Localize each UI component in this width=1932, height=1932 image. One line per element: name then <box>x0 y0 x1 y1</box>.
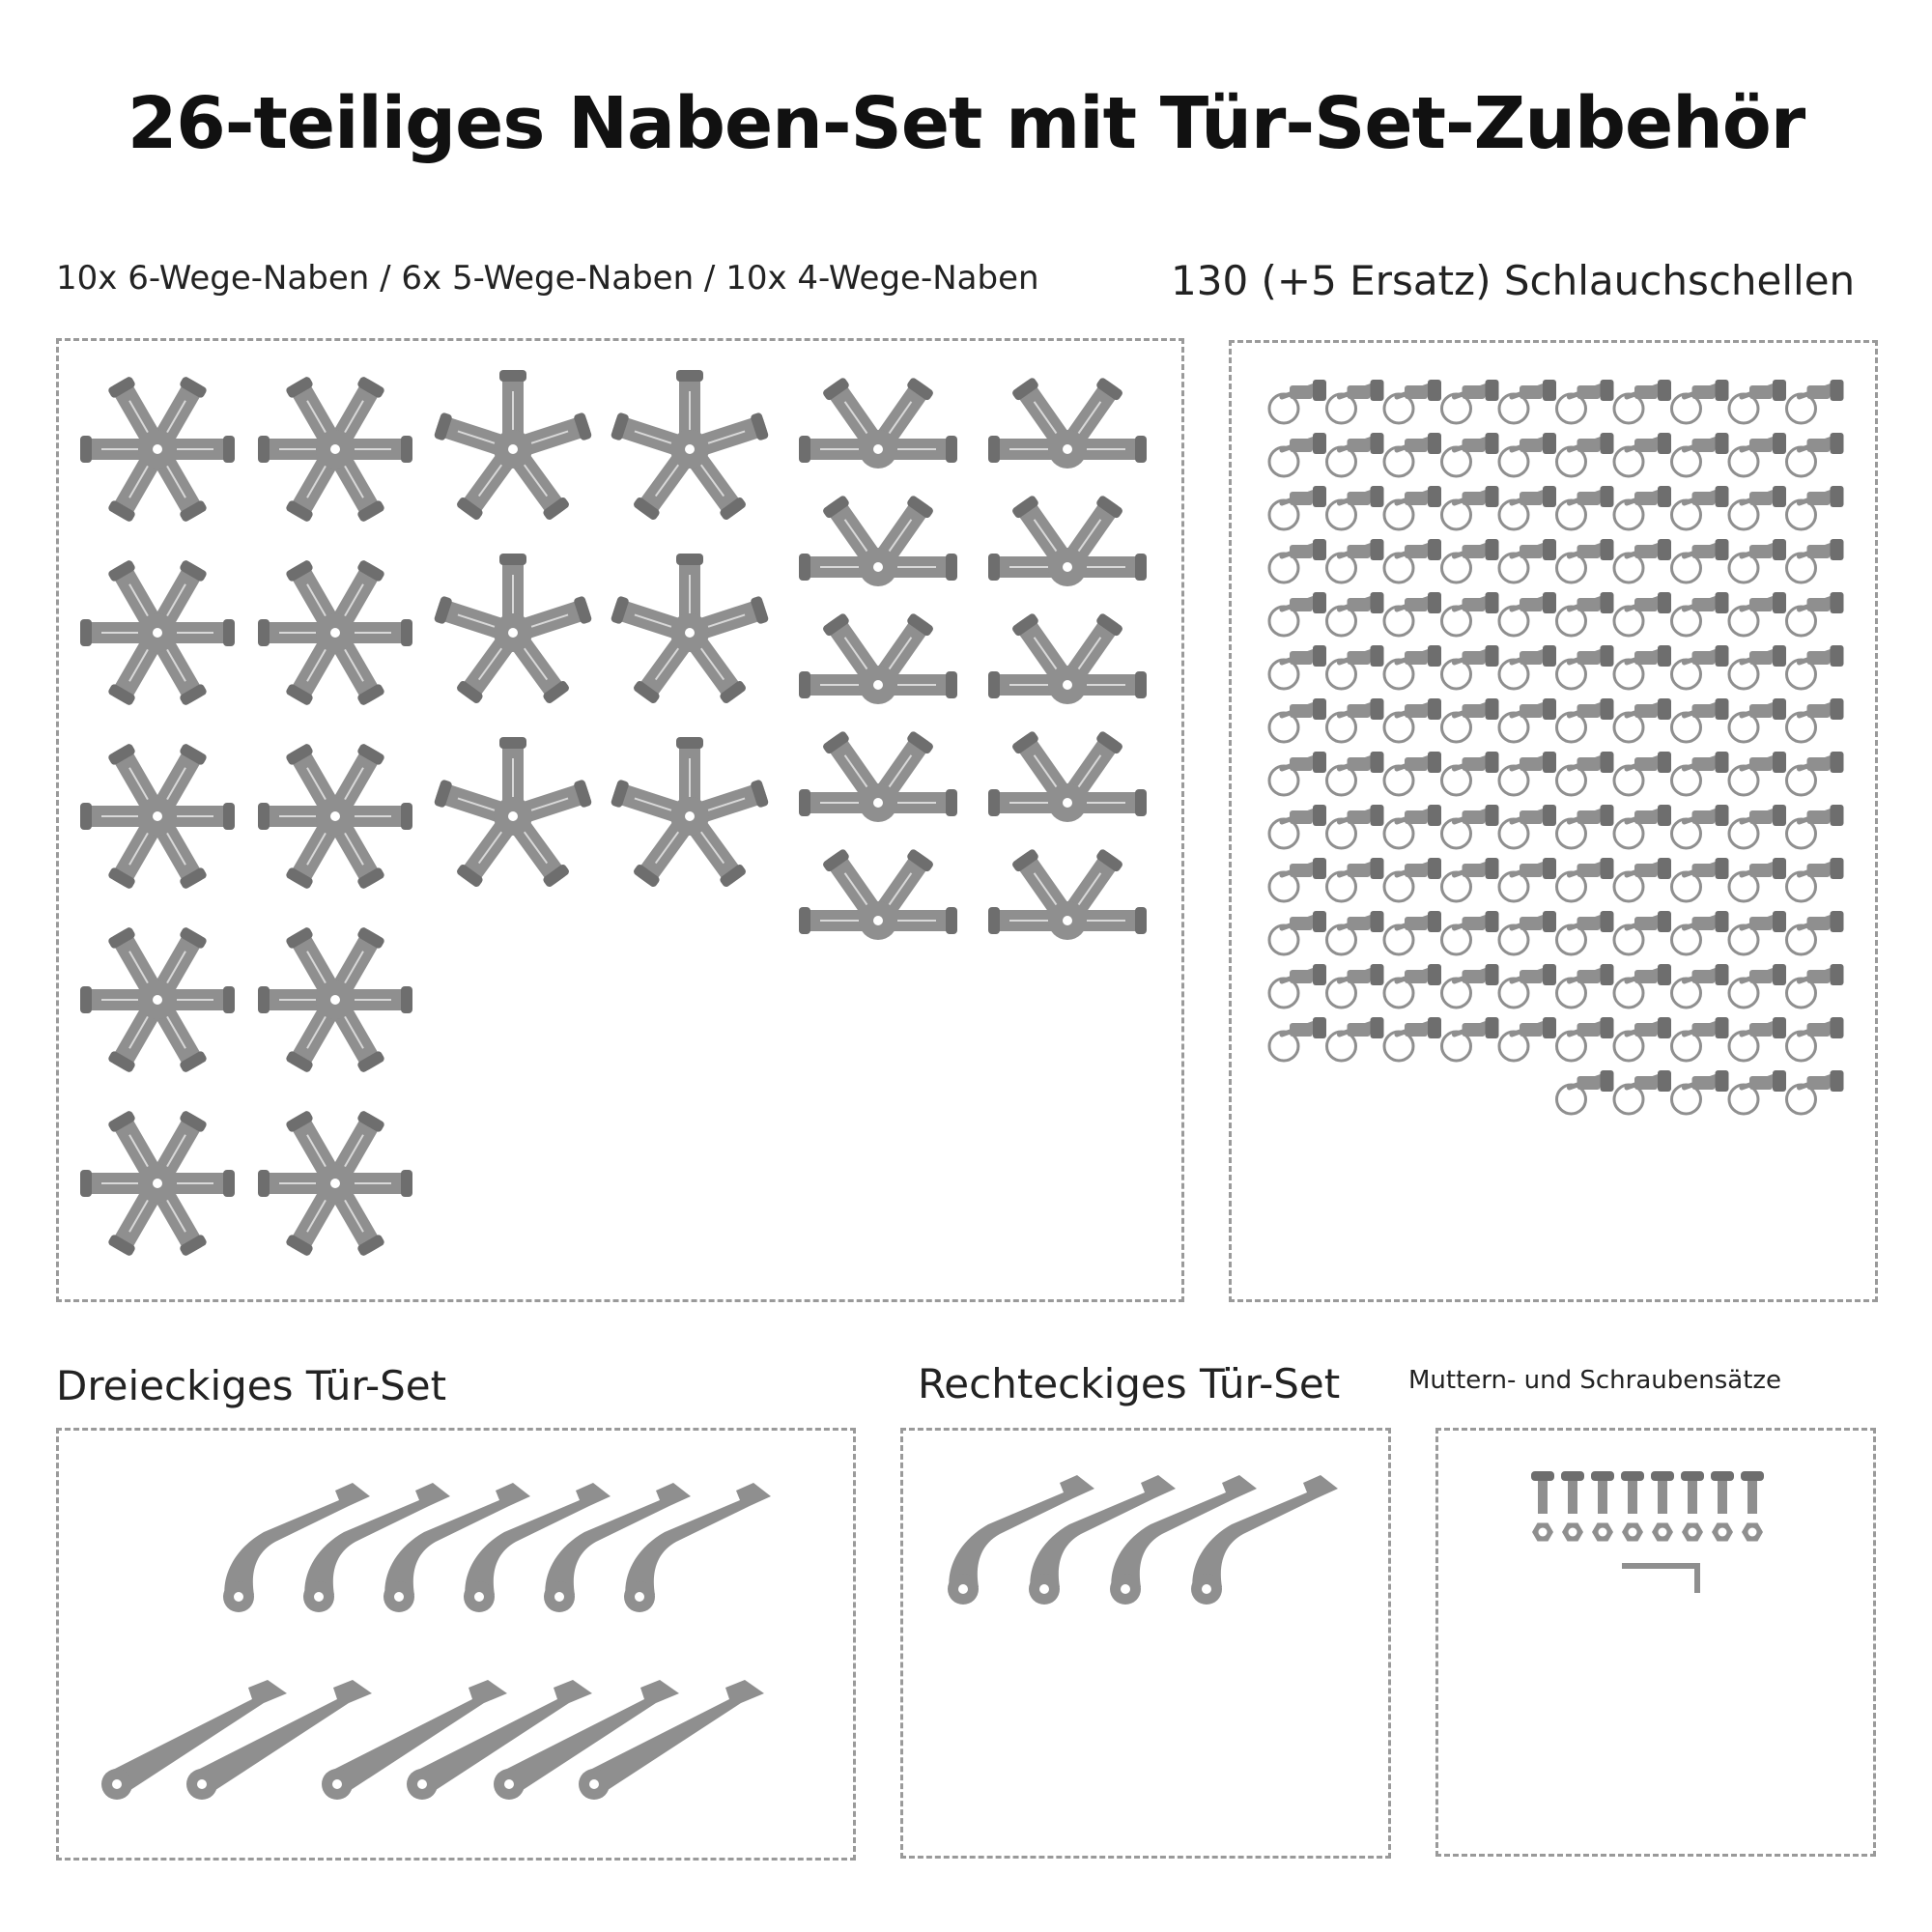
bolt-icon <box>1531 1471 1554 1514</box>
door-bracket-icon <box>1191 1475 1338 1605</box>
hose-clamp-icon <box>1384 539 1441 582</box>
clamps-panel <box>1229 340 1878 1302</box>
hose-clamp-icon <box>1499 1017 1556 1061</box>
door-bracket-icon <box>464 1483 611 1612</box>
hose-clamp-icon <box>1327 539 1384 582</box>
hose-clamp-icon <box>1499 380 1556 423</box>
rect-door-panel <box>900 1428 1391 1859</box>
hose-clamp-icon <box>1384 698 1441 742</box>
hose-clamp-icon <box>1672 539 1729 582</box>
four-way-hub-icon <box>988 612 1147 704</box>
hose-clamp-icon <box>1269 805 1326 848</box>
hose-clamp-icon <box>1672 486 1729 529</box>
hose-clamp-icon <box>1327 433 1384 476</box>
hose-clamp-icon <box>1384 805 1441 848</box>
hose-clamp-icon <box>1787 433 1844 476</box>
four-way-hub-icon <box>799 612 957 704</box>
hose-clamp-icon <box>1729 805 1786 848</box>
hose-clamp-icon <box>1384 911 1441 954</box>
hose-clamp-icon <box>1327 805 1384 848</box>
hose-clamp-icon <box>1672 698 1729 742</box>
rect-door-label: Rechteckiges Tür-Set <box>918 1360 1341 1407</box>
hose-clamp-icon <box>1269 858 1326 901</box>
five-way-hub-icon <box>434 554 593 705</box>
four-way-hub-icon <box>988 495 1147 586</box>
hose-clamp-icon <box>1729 539 1786 582</box>
hose-clamp-icon <box>1614 752 1671 795</box>
nuts-bolts-label: Muttern- und Schraubensätze <box>1408 1366 1782 1395</box>
door-bracket-icon <box>544 1483 691 1612</box>
hose-clamp-icon <box>1787 645 1844 689</box>
hose-clamp-icon <box>1557 1017 1614 1061</box>
bolt-icon <box>1711 1471 1734 1514</box>
hose-clamp-icon <box>1269 645 1326 689</box>
six-way-hub-icon <box>258 1110 412 1258</box>
six-way-hub-icon <box>258 926 412 1074</box>
hose-clamp-icon <box>1269 380 1326 423</box>
hose-clamp-icon <box>1327 592 1384 636</box>
hose-clamp-icon <box>1729 645 1786 689</box>
hose-clamp-icon <box>1442 380 1499 423</box>
hose-clamp-icon <box>1672 645 1729 689</box>
hose-clamp-icon <box>1269 1017 1326 1061</box>
hose-clamp-icon <box>1327 1017 1384 1061</box>
hose-clamp-icon <box>1269 911 1326 954</box>
hose-clamp-icon <box>1729 1070 1786 1114</box>
six-way-hub-icon <box>80 743 235 891</box>
hose-clamp-icon <box>1442 539 1499 582</box>
hose-clamp-icon <box>1327 911 1384 954</box>
hose-clamp-icon <box>1327 964 1384 1008</box>
hose-clamp-icon <box>1729 1017 1786 1061</box>
bolt-icon <box>1741 1471 1764 1514</box>
hubs-illustration <box>59 341 1181 1299</box>
hose-clamp-icon <box>1442 433 1499 476</box>
hose-clamp-icon <box>1787 539 1844 582</box>
hose-clamp-icon <box>1499 858 1556 901</box>
nut-icon <box>1682 1523 1703 1542</box>
rect-door-illustration <box>903 1431 1388 1856</box>
hose-clamp-icon <box>1787 486 1844 529</box>
hose-clamp-icon <box>1672 964 1729 1008</box>
hose-clamp-icon <box>1672 858 1729 901</box>
hose-clamp-icon <box>1557 858 1614 901</box>
hose-clamp-icon <box>1269 433 1326 476</box>
hubs-label: 10x 6-Wege-Naben / 6x 5-Wege-Naben / 10x 4-Wege-Naben <box>56 259 1039 298</box>
hose-clamp-icon <box>1729 592 1786 636</box>
hose-clamp-icon <box>1787 592 1844 636</box>
five-way-hub-icon <box>434 737 593 889</box>
hose-clamp-icon <box>1787 1070 1844 1114</box>
hose-clamp-icon <box>1384 592 1441 636</box>
hose-clamp-icon <box>1442 964 1499 1008</box>
hose-clamp-icon <box>1614 858 1671 901</box>
four-way-hub-icon <box>799 730 957 822</box>
hose-clamp-icon <box>1557 380 1614 423</box>
nut-icon <box>1742 1523 1763 1542</box>
hose-clamp-icon <box>1442 911 1499 954</box>
hose-clamp-icon <box>1672 1017 1729 1061</box>
four-way-hub-icon <box>988 730 1147 822</box>
six-way-hub-icon <box>80 926 235 1074</box>
hose-clamp-icon <box>1442 698 1499 742</box>
hose-clamp-icon <box>1614 486 1671 529</box>
five-way-hub-icon <box>611 737 770 889</box>
hose-clamp-icon <box>1269 698 1326 742</box>
hose-clamp-icon <box>1327 858 1384 901</box>
hose-clamp-icon <box>1499 592 1556 636</box>
hose-clamp-icon <box>1672 752 1729 795</box>
hose-clamp-icon <box>1557 911 1614 954</box>
hose-clamp-icon <box>1442 752 1499 795</box>
six-way-hub-icon <box>258 559 412 707</box>
five-way-hub-icon <box>434 370 593 522</box>
four-way-hub-icon <box>988 377 1147 469</box>
hose-clamp-icon <box>1499 486 1556 529</box>
hose-clamp-icon <box>1557 698 1614 742</box>
bolt-icon <box>1681 1471 1704 1514</box>
nuts-bolts-panel <box>1435 1428 1876 1857</box>
hose-clamp-icon <box>1614 911 1671 954</box>
clamps-label: 130 (+5 Ersatz) Schlauchschellen <box>1171 257 1856 304</box>
triangle-door-panel <box>56 1428 856 1861</box>
triangle-door-label: Dreieckiges Tür-Set <box>56 1362 447 1409</box>
hose-clamp-icon <box>1729 698 1786 742</box>
hose-clamp-icon <box>1557 592 1614 636</box>
hose-clamp-icon <box>1787 805 1844 848</box>
hose-clamp-icon <box>1614 645 1671 689</box>
hose-clamp-icon <box>1384 645 1441 689</box>
hose-clamp-icon <box>1614 1017 1671 1061</box>
hose-clamp-icon <box>1729 911 1786 954</box>
hose-clamp-icon <box>1499 805 1556 848</box>
hose-clamp-icon <box>1787 858 1844 901</box>
nut-icon <box>1562 1523 1583 1542</box>
hose-clamp-icon <box>1787 1017 1844 1061</box>
hose-clamp-icon <box>1327 752 1384 795</box>
hose-clamp-icon <box>1787 964 1844 1008</box>
five-way-hub-icon <box>611 370 770 522</box>
door-bracket-icon <box>579 1680 764 1800</box>
four-way-hub-icon <box>799 377 957 469</box>
hose-clamp-icon <box>1787 911 1844 954</box>
hose-clamp-icon <box>1442 1017 1499 1061</box>
hose-clamp-icon <box>1442 645 1499 689</box>
hose-clamp-icon <box>1384 380 1441 423</box>
door-bracket-icon <box>223 1483 370 1612</box>
six-way-hub-icon <box>80 1110 235 1258</box>
hose-clamp-icon <box>1729 380 1786 423</box>
six-way-hub-icon <box>80 559 235 707</box>
hose-clamp-icon <box>1442 592 1499 636</box>
hose-clamp-icon <box>1672 592 1729 636</box>
hose-clamp-icon <box>1614 805 1671 848</box>
hose-clamp-icon <box>1729 433 1786 476</box>
five-way-hub-icon <box>611 554 770 705</box>
hose-clamp-icon <box>1269 539 1326 582</box>
hose-clamp-icon <box>1327 645 1384 689</box>
hex-key-icon <box>1622 1566 1697 1593</box>
hose-clamp-icon <box>1557 964 1614 1008</box>
hose-clamp-icon <box>1269 592 1326 636</box>
bolt-icon <box>1561 1471 1584 1514</box>
hose-clamp-icon <box>1557 433 1614 476</box>
hose-clamp-icon <box>1557 1070 1614 1114</box>
hose-clamp-icon <box>1384 433 1441 476</box>
hose-clamp-icon <box>1557 486 1614 529</box>
four-way-hub-icon <box>799 848 957 940</box>
hose-clamp-icon <box>1614 698 1671 742</box>
hose-clamp-icon <box>1672 1070 1729 1114</box>
hose-clamp-icon <box>1384 1017 1441 1061</box>
hubs-panel <box>56 338 1184 1302</box>
nut-icon <box>1652 1523 1673 1542</box>
six-way-hub-icon <box>258 376 412 524</box>
bolt-icon <box>1651 1471 1674 1514</box>
hose-clamp-icon <box>1787 698 1844 742</box>
door-bracket-icon <box>624 1483 771 1612</box>
hose-clamp-icon <box>1442 805 1499 848</box>
hose-clamp-icon <box>1384 964 1441 1008</box>
hose-clamp-icon <box>1499 645 1556 689</box>
hose-clamp-icon <box>1729 858 1786 901</box>
hose-clamp-icon <box>1614 1070 1671 1114</box>
triangle-door-illustration <box>59 1431 853 1858</box>
hose-clamp-icon <box>1442 486 1499 529</box>
four-way-hub-icon <box>799 495 957 586</box>
hose-clamp-icon <box>1614 380 1671 423</box>
nut-icon <box>1622 1523 1643 1542</box>
hose-clamp-icon <box>1557 645 1614 689</box>
six-way-hub-icon <box>80 376 235 524</box>
hose-clamp-icon <box>1327 698 1384 742</box>
hose-clamp-icon <box>1269 964 1326 1008</box>
hose-clamp-icon <box>1787 752 1844 795</box>
hose-clamp-icon <box>1327 380 1384 423</box>
hose-clamp-icon <box>1499 964 1556 1008</box>
hose-clamp-icon <box>1384 486 1441 529</box>
door-bracket-icon <box>384 1483 530 1612</box>
hose-clamp-icon <box>1499 539 1556 582</box>
hose-clamp-icon <box>1499 911 1556 954</box>
nut-icon <box>1592 1523 1613 1542</box>
hose-clamp-icon <box>1672 911 1729 954</box>
clamps-illustration <box>1232 343 1875 1299</box>
bolt-icon <box>1621 1471 1644 1514</box>
hose-clamp-icon <box>1327 486 1384 529</box>
nut-icon <box>1532 1523 1553 1542</box>
hose-clamp-icon <box>1672 433 1729 476</box>
nut-icon <box>1712 1523 1733 1542</box>
hose-clamp-icon <box>1672 380 1729 423</box>
hose-clamp-icon <box>1442 858 1499 901</box>
bolt-icon <box>1591 1471 1614 1514</box>
hose-clamp-icon <box>1557 805 1614 848</box>
hose-clamp-icon <box>1557 539 1614 582</box>
hose-clamp-icon <box>1384 752 1441 795</box>
hose-clamp-icon <box>1729 752 1786 795</box>
hose-clamp-icon <box>1614 964 1671 1008</box>
hose-clamp-icon <box>1672 805 1729 848</box>
nuts-bolts-illustration <box>1438 1431 1873 1854</box>
page-title: 26-teiliges Naben-Set mit Tür-Set-Zubehör <box>127 82 1805 165</box>
hose-clamp-icon <box>1269 486 1326 529</box>
six-way-hub-icon <box>258 743 412 891</box>
hose-clamp-icon <box>1557 752 1614 795</box>
hose-clamp-icon <box>1614 592 1671 636</box>
hose-clamp-icon <box>1787 380 1844 423</box>
hose-clamp-icon <box>1499 698 1556 742</box>
hose-clamp-icon <box>1384 858 1441 901</box>
door-bracket-icon <box>303 1483 450 1612</box>
hose-clamp-icon <box>1269 752 1326 795</box>
hose-clamp-icon <box>1614 539 1671 582</box>
hose-clamp-icon <box>1499 433 1556 476</box>
hose-clamp-icon <box>1614 433 1671 476</box>
hose-clamp-icon <box>1729 486 1786 529</box>
hose-clamp-icon <box>1499 752 1556 795</box>
four-way-hub-icon <box>988 848 1147 940</box>
hose-clamp-icon <box>1729 964 1786 1008</box>
